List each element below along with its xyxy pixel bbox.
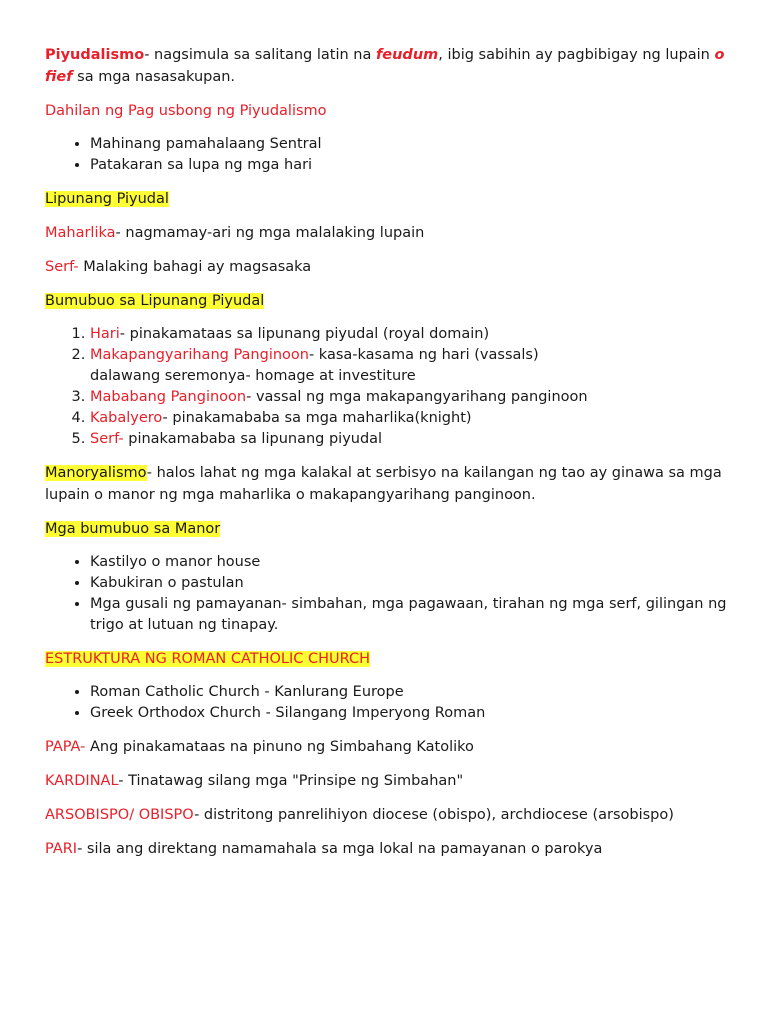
item-def: - kasa-kasama ng hari (vassals) [308, 347, 539, 363]
intro-text-2: , ibig sabihin ay pagbibigay ng lupain [438, 47, 715, 63]
list-item: • Kabukiran o pastulan [90, 573, 735, 594]
item-term: Kabalyero [90, 410, 163, 426]
heading-manor: Mga bumubuo sa Manor [45, 521, 221, 537]
list-item: • Greek Orthodox Church - Silangang Imperyong Roman [90, 703, 735, 724]
document-page [45, 44, 735, 872]
maharlika-line [45, 222, 735, 244]
papa-def: Ang pinakamataas na pinuno ng Simbahang Katoliko [85, 739, 474, 755]
list-item [90, 345, 735, 387]
item-extra: dalawang seremonya- homage at investiture [90, 368, 416, 384]
term-papa: PAPA- [45, 739, 86, 755]
heading-dahilan: Dahilan ng Pag usbong ng Piyudalismo [45, 103, 327, 119]
heading-bumubuo: Bumubuo sa Lipunang Piyudal [45, 293, 265, 309]
manor-list [45, 552, 735, 636]
kardinal-line [45, 770, 735, 792]
item-term: Makapangyarihang Panginoon [90, 347, 309, 363]
term-feudum: feudum [375, 47, 439, 63]
term-serf: Serf- [45, 259, 79, 275]
list-item [90, 429, 735, 450]
kardinal-def: - Tinatawag silang mga "Prinsipe ng Simbahan" [118, 773, 464, 789]
list-item: • Mahinang pamahalaang Sentral [90, 134, 735, 155]
heading-lipunang-piyudal: Lipunang Piyudal [45, 191, 169, 207]
manoryalismo-def: - halos lahat ng mga kalakal at serbisyo na kailangan ng tao ay ginawa sa mga lupain o manor ng mga maharlika o makapangyarihang panginoon. [45, 465, 722, 503]
intro-text-1: - nagsimula sa salitang latin na [144, 47, 376, 63]
item-def: - pinakamataas sa lipunang piyudal (royal domain) [119, 326, 490, 342]
list-item: • Kastilyo o manor house [90, 552, 735, 573]
list-item: • Mga gusali ng pamayanan- simbahan, mga pagawaan, tirahan ng mga serf, gilingan ng trigo at lutuan ng tinapay. [90, 594, 735, 636]
term-maharlika: Maharlika [45, 225, 116, 241]
pari-def: - sila ang direktang namamahala sa mga lokal na pamayanan o parokya [77, 841, 603, 857]
list-item [90, 324, 735, 345]
intro-text-3: sa mga nasasakupan. [72, 69, 236, 85]
pari-line [45, 838, 735, 860]
term-arsobispo: ARSOBISPO/ OBISPO [45, 807, 195, 823]
arsobispo-line [45, 804, 735, 826]
church-list [45, 682, 735, 724]
item-def: - vassal ng mga makapangyarihang panginoon [246, 389, 588, 405]
list-item: • Roman Catholic Church - Kanlurang Europe [90, 682, 735, 703]
term-kardinal: KARDINAL [45, 773, 119, 789]
item-term: Hari [90, 326, 120, 342]
maharlika-def: - nagmamay-ari ng mga malalaking lupain [115, 225, 425, 241]
arsobispo-def: - distritong panrelihiyon diocese (obispo), archdiocese (arsobispo) [194, 807, 674, 823]
list-item: • Patakaran sa lupa ng mga hari [90, 155, 735, 176]
heading-church: ESTRUKTURA NG ROMAN CATHOLIC CHURCH [45, 651, 371, 667]
serf-def: Malaking bahagi ay magsasaka [78, 259, 312, 275]
term-manoryalismo: Manoryalismo [45, 465, 147, 481]
item-term: Mababang Panginoon [90, 389, 247, 405]
term-piyudalismo: Piyudalismo [45, 47, 145, 63]
serf-line [45, 256, 735, 278]
intro-paragraph [45, 44, 735, 88]
papa-line [45, 736, 735, 758]
item-def: - pinakamababa sa mga maharlika(knight) [162, 410, 472, 426]
item-term: Serf- [90, 431, 124, 447]
term-pari: PARI [45, 841, 78, 857]
term-fief: o fief [45, 47, 725, 85]
item-def: pinakamababa sa lipunang piyudal [123, 431, 383, 447]
dahilan-list [45, 134, 735, 176]
list-item [90, 408, 735, 429]
list-item [90, 387, 735, 408]
bumubuo-list [45, 324, 735, 450]
manoryalismo-paragraph [45, 462, 735, 506]
